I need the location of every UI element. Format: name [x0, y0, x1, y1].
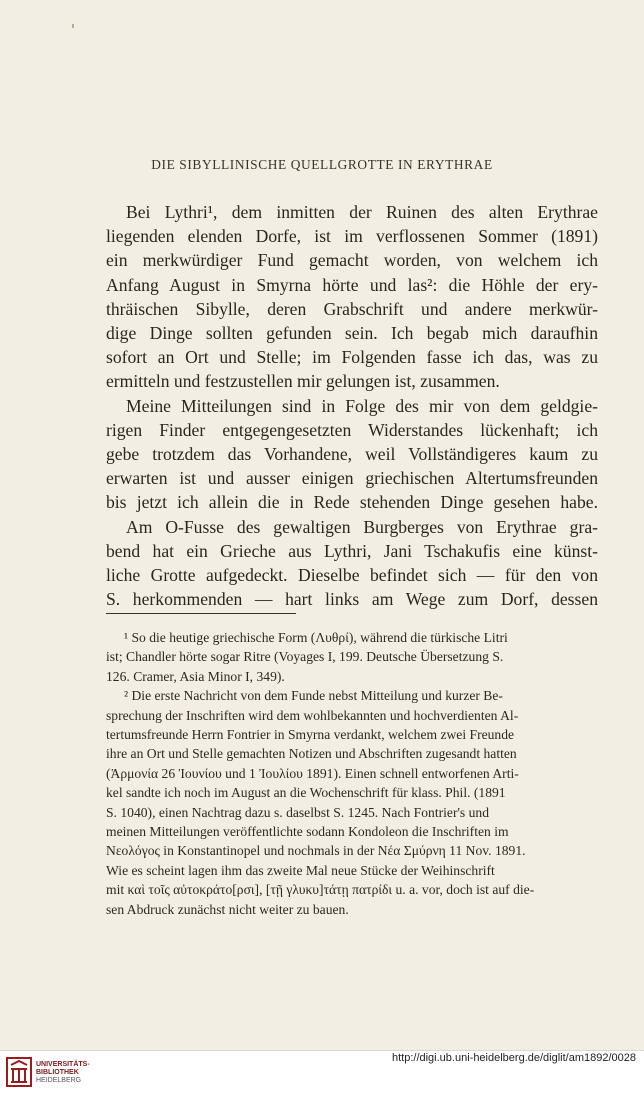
footnote-2-line-1: ² Die erste Nachricht von dem Funde nebst Mitteilung und kurzer Be- — [124, 688, 503, 704]
library-name-line-1: UNIVERSITÄTS- — [36, 1061, 90, 1068]
paragraph-3-line-2: bend hat ein Grieche aus Lythri, Jani Tschakufis eine künst- — [106, 540, 598, 561]
paragraph-2-line-5: bis jetzt ich allein die in Rede stehenden Dinge gesehen habe. — [106, 492, 598, 513]
paragraph-2-line-2: rigen Finder entgegengesetzten Widerstandes lückenhaft; ich — [106, 419, 598, 440]
paragraph-3-line-1: Am O-Fusse des gewaltigen Burgberges von Erythrae gra- — [126, 516, 598, 537]
library-name-line-3: HEIDELBERG — [36, 1077, 82, 1084]
footnote-2-line-12: sen Abdruck zunächst nicht weiter zu bauen. — [106, 901, 349, 917]
paragraph-1-line-8: ermitteln und festzustellen mir gelungen ist, zusammen. — [106, 371, 500, 392]
footnote-divider — [106, 613, 296, 614]
footnote-2-line-4: ihre an Ort und Stelle gemachten Notizen und Abschriften zugesandt hatten — [106, 746, 517, 762]
paragraph-1-line-4: Anfang August in Smyrna hörte und las²: die Höhle der ery- — [106, 274, 598, 295]
university-library-logo-icon — [6, 1057, 32, 1087]
footnotes — [106, 628, 598, 919]
paragraph-1-line-2: liegenden elenden Dorfe, ist im verflossenen Sommer (1891) — [106, 226, 598, 247]
page-heading: DIE SIBYLLINISCHE QUELLGROTTE IN ERYTHRAE — [151, 157, 493, 172]
paragraph-1-line-1: Bei Lythri¹, dem inmitten der Ruinen des alten Erythrae — [126, 202, 598, 222]
footnote-1-line-3: 126. Cramer, Asia Minor I, 349). — [106, 668, 285, 684]
paragraph-2-line-3: gebe trotzdem das Vorhandene, weil Vollständigeres kaum zu — [106, 444, 598, 465]
main-text — [106, 200, 598, 611]
footnote-2-line-8: meinen Mitteilungen veröffentlichte sodann Kondoleon die Inschriften im — [106, 824, 509, 840]
footnote-2-line-7: S. 1040), einen Nachtrag dazu s. daselbst S. 1245. Nach Fontrier's und — [106, 804, 490, 820]
paragraph-3-line-3: liche Grotte aufgedeckt. Dieselbe befindet sich — für den von — [106, 565, 598, 586]
footnote-2-line-3: tertumsfreunde Herrn Fontrier in Smyrna verdankt, welchem zwei Freunde — [106, 727, 515, 743]
footnote-1-line-1: ¹ So die heutige griechische Form (Λυθρί), während die türkische Litri — [124, 630, 508, 645]
paragraph-1-line-6: dige Dinge sollten gefunden sein. Ich begab mich daraufhin — [106, 323, 598, 344]
footnote-2-line-9: Νεολόγος in Konstantinopel und nochmals in der Νέα Σμύρνη 11 Nov. 1891. — [106, 843, 526, 859]
paragraph-1-line-3: ein merkwürdiger Fund gemacht worden, von welchem ich — [106, 250, 598, 271]
paragraph-3-line-4: S. herkommenden — hart links am Wege zum Dorf, dessen — [106, 589, 598, 610]
page-mark — [72, 24, 74, 28]
footnote-2-line-2: sprechung der Inschriften wird dem wohlbekannten und hochverdienten Al- — [106, 707, 519, 723]
footnote-2-line-10: Wie es scheint lagen ihm das zweite Mal neue Stücke der Weihinschrift — [106, 862, 495, 878]
footnote-2-line-6: kel sandte ich noch im August an die Wochenschrift für klass. Phil. (1891 — [106, 785, 506, 801]
library-name-line-2: BIBLIOTHEK — [36, 1069, 79, 1076]
paragraph-2-line-4: erwarten ist und ausser einigen griechischen Altertumsfreunden — [106, 468, 598, 489]
paragraph-2-line-1: Meine Mitteilungen sind in Folge des mir von dem geldgie- — [126, 395, 598, 416]
viewer-footer — [0, 1050, 644, 1093]
permalink-url[interactable]: http://digi.ub.uni-heidelberg.de/diglit/am1892/0028 — [391, 1052, 636, 1064]
paragraph-1-line-5: thräischen Sibylle, deren Grabschrift und andere merkwür- — [106, 298, 598, 319]
footnote-2-line-5: (Ἁρμονία 26 Ἰουνίου und 1 Ἰουλίου 1891). Einen schnell entworfenen Arti- — [106, 765, 519, 781]
library-name — [36, 1061, 90, 1085]
footnote-1-line-2: ist; Chandler hörte sogar Ritre (Voyages I, 199. Deutsche Übersetzung S. — [106, 649, 504, 665]
footnote-2-line-11: mit καὶ τοῖς αὐτοκράτο[ρσι], [τῇ γλυκυ]τάτῃ πατρίδι u. a. vor, doch ist auf die- — [106, 882, 535, 898]
paragraph-1-line-7: sofort an Ort und Stelle; im Folgenden fasse ich das, was zu — [106, 347, 598, 368]
